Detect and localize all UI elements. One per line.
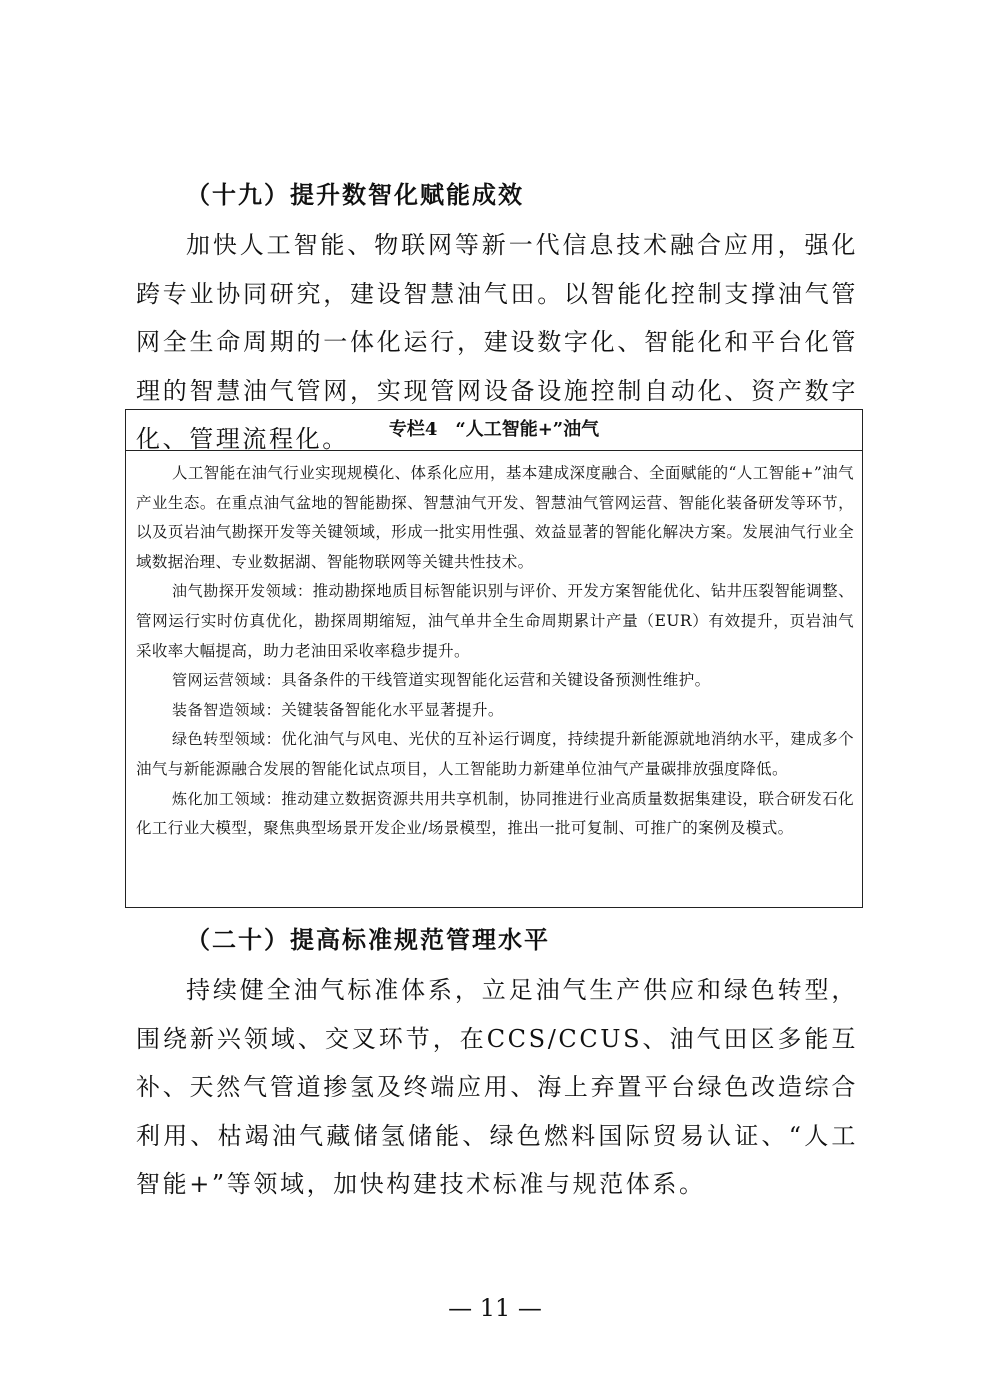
item-label: 炼化加工领域： <box>172 789 282 808</box>
item-text: 优化油气与风电、光伏的互补运行调度，持续提升新能源就地消纳水平，建成多个油气与新能源融合发展的智能化试点项目，人工智能助力新建单位油气产量碳排放强度降低。 <box>136 730 855 778</box>
item-text: 关键装备智能化水平显著提升。 <box>281 700 504 719</box>
item-text: 推动建立数据资源共用共享机制，协同推进行业高质量数据集建设，联合研发石化化工行业大模型，聚焦典型场景开发企业/场景模型，推出一批可复制、可推广的案例及模式。 <box>136 789 855 838</box>
special-column-item <box>136 696 854 726</box>
section-19-heading: （十九）提升数智化赋能成效 <box>186 180 524 209</box>
special-column-item <box>136 785 854 844</box>
item-text: 具备条件的干线管道实现智能化运营和关键设备预测性维护。 <box>281 671 711 690</box>
special-column-title: 专栏4 “人工智能+”油气 <box>126 410 862 451</box>
special-column-body <box>126 451 862 844</box>
special-column-intro: 人工智能在油气行业实现规模化、体系化应用，基本建成深度融合、全面赋能的“人工智能+”油气产业生态。在重点油气盆地的智能勘探、智慧油气开发、智慧油气管网运营、智能化装备研发等环节，以及页岩油气勘探开发等关键领域，形成一批实用性强、效益显著的智能化解决方案。发展油气行业全域数据治理、专业数据湖、智能物联网等关键共性技术。 <box>136 464 854 571</box>
section-20-paragraph: 持续健全油气标准体系，立足油气生产供应和绿色转型，围绕新兴领域、交叉环节，在CCS/CCUS、油气田区多能互补、天然气管道掺氢及终端应用、海上弃置平台绿色改造综合利用、枯竭油气藏储氢储能、绿色燃料国际贸易认证、“人工智能+”等领域，加快构建技术标准与规范体系。 <box>136 976 858 1198</box>
item-text: 推动勘探地质目标智能识别与评价、开发方案智能优化、钻井压裂智能调整、管网运行实时仿真优化，勘探周期缩短，油气单井全生命周期累计产量（EUR）有效提升，页岩油气采收率大幅提高，助力老油田采收率稳步提升。 <box>136 582 855 660</box>
item-label: 管网运营领域： <box>172 671 282 690</box>
section-20-heading: （二十）提高标准规范管理水平 <box>186 925 550 954</box>
page-number: — 11 — <box>448 1294 542 1322</box>
special-column-box <box>125 409 863 908</box>
special-column-item <box>136 725 854 784</box>
section-19-paragraph: 加快人工智能、物联网等新一代信息技术融合应用，强化跨专业协同研究，建设智慧油气田。以智能化控制支撑油气管网全生命周期的一体化运行，建设数字化、智能化和平台化管理的智慧油气管网，实现管网设备设施控制自动化、资产数字化、管理流程化。 <box>136 231 858 453</box>
item-label: 绿色转型领域： <box>172 730 282 749</box>
special-column-item <box>136 666 854 696</box>
item-label: 装备智造领域： <box>172 700 282 719</box>
item-label: 油气勘探开发领域： <box>172 582 313 601</box>
special-column-item <box>136 577 854 666</box>
